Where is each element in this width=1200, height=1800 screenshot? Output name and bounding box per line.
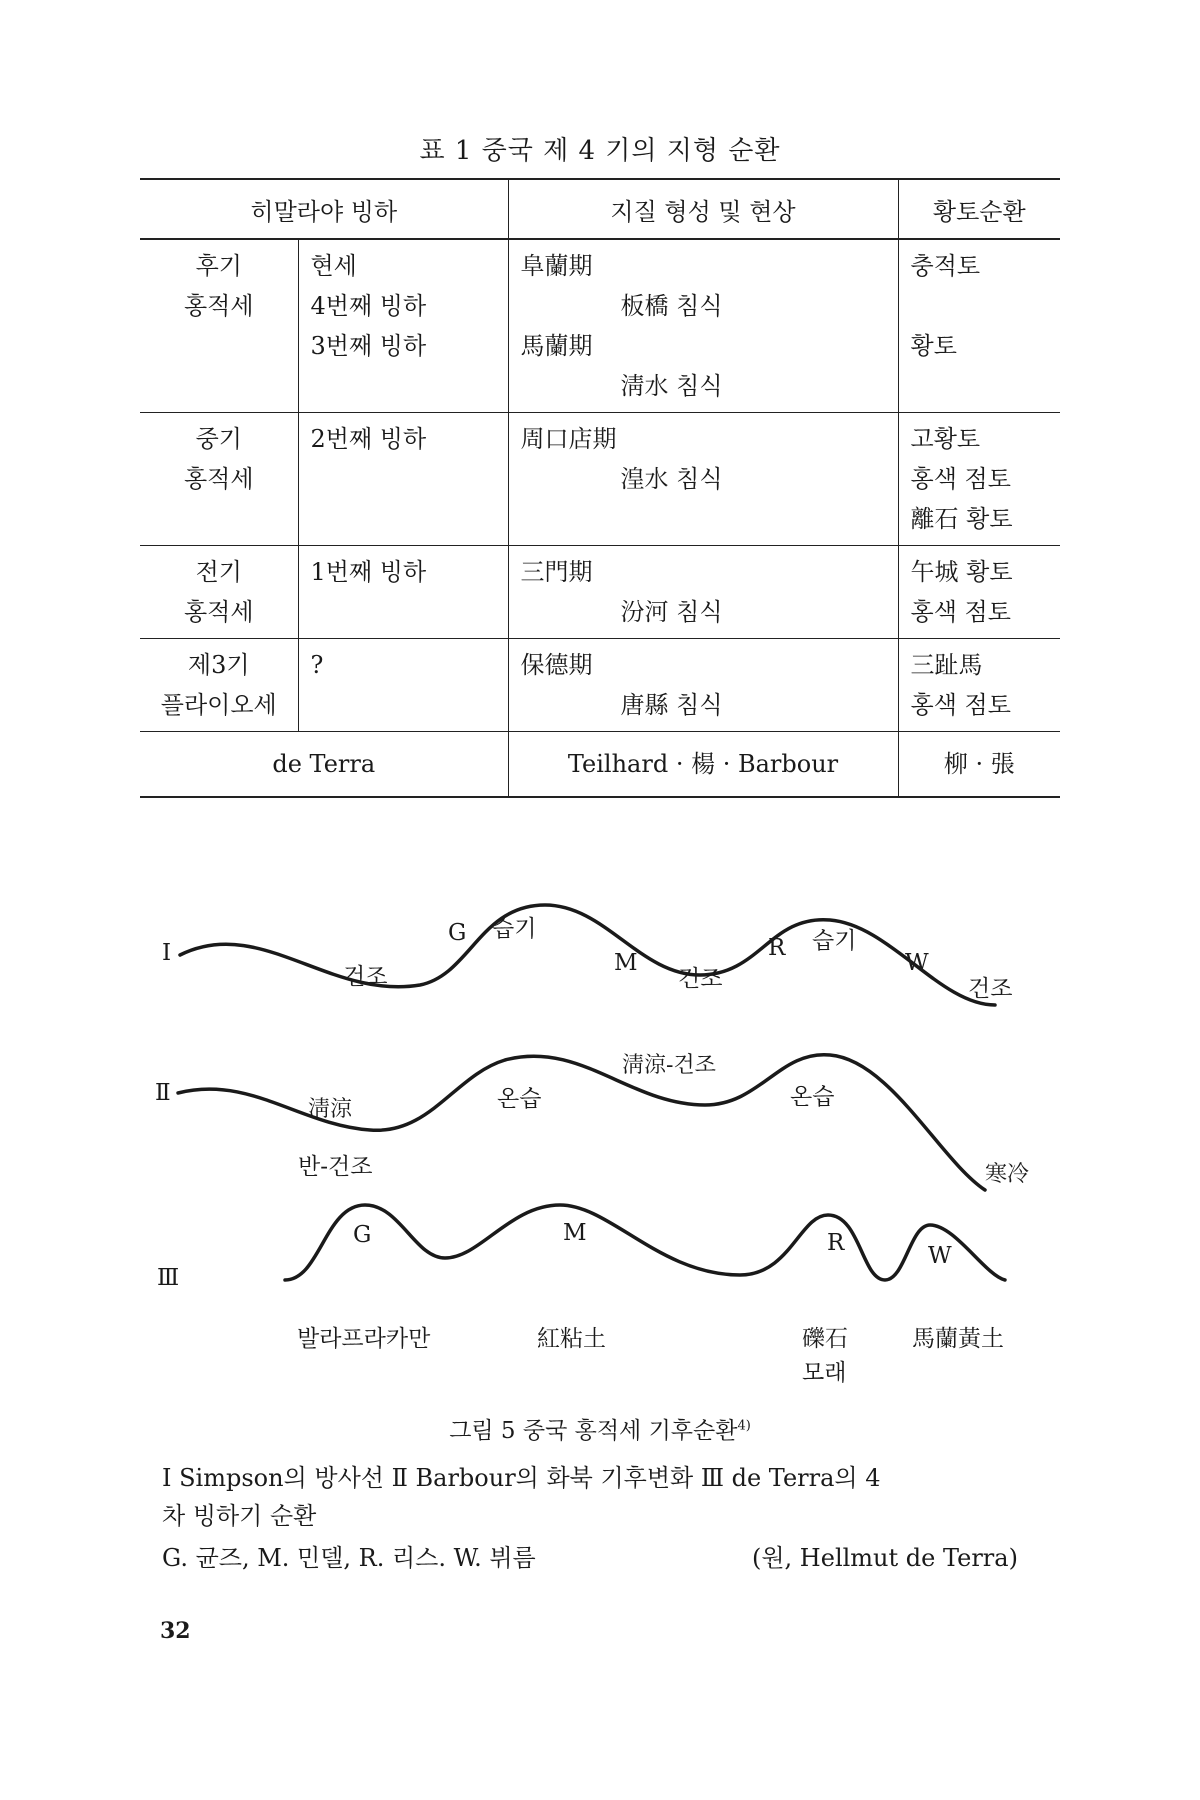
source-de-terra: de Terra xyxy=(140,732,508,798)
figure-caption-title xyxy=(0,1412,1200,1445)
curve-label: R xyxy=(768,935,786,961)
source-liu-zhang: 柳 · 張 xyxy=(898,732,1060,798)
curve-1-roman: I xyxy=(162,940,172,966)
curve-label: 온습 xyxy=(497,1086,542,1112)
geology-erosion: 板橋 침식 xyxy=(620,292,723,320)
era-label: 홍적세 xyxy=(183,292,254,320)
glacial-label: 4번째 빙하 xyxy=(310,292,427,320)
curve-label: G xyxy=(448,920,467,946)
source-teilhard: Teilhard · 楊 · Barbour xyxy=(508,732,898,798)
loess-label: 황토 xyxy=(910,332,957,360)
deposit-label: 馬蘭黃土 xyxy=(912,1326,1004,1352)
curve-label: 습기 xyxy=(492,916,537,942)
caption-title-text: 그림 5 중국 홍적세 기후순환 xyxy=(449,1418,738,1444)
table-title: 표 1 중국 제 4 기의 지형 순환 xyxy=(419,136,781,166)
curve-label: M xyxy=(563,1220,587,1246)
loess-label: 離石 황토 xyxy=(910,505,1013,533)
curve-label: 건조 xyxy=(678,966,723,992)
deposit-label: 紅粘土 xyxy=(537,1326,606,1352)
curve-2-roman: Ⅱ xyxy=(155,1080,171,1106)
loess-label: 홍색 점토 xyxy=(910,465,1011,493)
geology-erosion: 汾河 침식 xyxy=(620,598,723,626)
era-label: 홍적세 xyxy=(183,598,254,626)
era-label: 제3기 xyxy=(187,651,250,679)
curve-de-terra xyxy=(285,1205,1005,1280)
glacial-label: ? xyxy=(310,651,324,679)
era-label: 후기 xyxy=(195,252,242,280)
caption-footnote: 4) xyxy=(737,1418,751,1434)
caption-line: 차 빙하기 순환 xyxy=(162,1502,317,1530)
loess-label: 三趾馬 xyxy=(910,651,983,679)
curve-label: W xyxy=(905,950,929,976)
glacial-label: 2번째 빙하 xyxy=(310,425,427,453)
era-label: 플라이오세 xyxy=(160,691,277,719)
curve-3-roman: Ⅲ xyxy=(157,1265,180,1291)
curve-label: R xyxy=(827,1230,845,1256)
geology-erosion: 淸水 침식 xyxy=(620,372,723,400)
curve-label: G xyxy=(353,1222,372,1248)
loess-label: 충적토 xyxy=(910,252,981,280)
caption-line: G. 균즈, M. 민델, R. 리스. W. 뷔름 xyxy=(162,1544,536,1572)
glacial-label: 3번째 빙하 xyxy=(310,332,427,360)
header-loess: 황토순환 xyxy=(898,179,1060,239)
curve-label: W xyxy=(928,1243,952,1269)
header-geology: 지질 형성 및 현상 xyxy=(508,179,898,239)
glacial-label: 1번째 빙하 xyxy=(310,558,427,586)
era-label: 홍적세 xyxy=(183,465,254,493)
curve-label: 淸涼 xyxy=(308,1097,353,1122)
geology-period: 馬蘭期 xyxy=(520,332,593,360)
page-number: 32 xyxy=(160,1618,191,1644)
header-himalaya: 히말라야 빙하 xyxy=(140,179,508,239)
era-label: 전기 xyxy=(195,558,242,586)
loess-label: 홍색 점토 xyxy=(910,598,1011,626)
curve-label: 寒冷 xyxy=(985,1162,1030,1187)
geology-erosion: 唐縣 침식 xyxy=(620,691,723,719)
geology-period: 阜蘭期 xyxy=(520,252,593,280)
curve-label: 온습 xyxy=(790,1084,835,1110)
loess-label: 고황토 xyxy=(910,425,981,453)
caption-line: I Simpson의 방사선 Ⅱ Barbour의 화북 기후변화 Ⅲ de Terra의 4 xyxy=(162,1464,881,1492)
curve-label: 건조 xyxy=(343,964,388,990)
geology-period: 保德期 xyxy=(520,651,593,679)
glacial-label: 현세 xyxy=(310,252,357,280)
curve-label: 淸涼-건조 xyxy=(622,1053,716,1078)
geology-erosion: 湟水 침식 xyxy=(620,465,723,493)
era-label: 중기 xyxy=(195,425,242,453)
deposit-label: 모래 xyxy=(802,1360,847,1386)
curve-label: 반-건조 xyxy=(298,1154,373,1180)
deposit-label: 발라프라카만 xyxy=(297,1326,431,1352)
curve-label: 건조 xyxy=(968,976,1013,1002)
curve-label: 습기 xyxy=(812,928,857,954)
loess-label: 홍색 점토 xyxy=(910,691,1011,719)
curve-label: M xyxy=(614,950,638,976)
caption-credit: (원, Hellmut de Terra) xyxy=(752,1544,1018,1572)
deposit-label: 礫石 xyxy=(802,1326,848,1352)
curve-simpson xyxy=(180,905,995,1005)
loess-label: 午城 황토 xyxy=(910,558,1013,586)
geology-period: 三門期 xyxy=(520,558,593,586)
geology-period: 周口店期 xyxy=(520,425,617,453)
